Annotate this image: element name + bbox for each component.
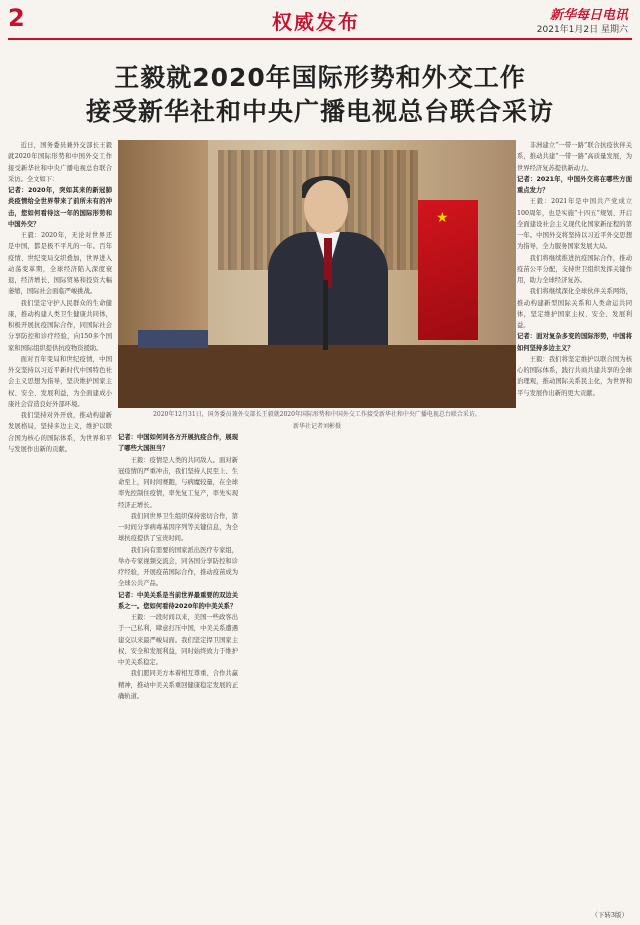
body-paragraph: 我们向有需要的国家派出医疗专家组，举办专家视频交流会，同各国分享防控和诊疗经验，开展疫苗国际合作，推动疫苗成为全球公共产品。 bbox=[118, 546, 238, 588]
body-paragraph: 王毅：2021年是中国共产党成立100周年，也是实施“十四五”规划、开启全面建设社会主义现代化国家新征程的第一年。中国外交将坚持以习近平外交思想为指导，全力服务国家发展大局。 bbox=[517, 198, 632, 251]
section-title: 权威发布 bbox=[272, 10, 360, 34]
headline-line2: 接受新华社和中央广播电视总台联合采访 bbox=[85, 97, 554, 126]
body-paragraph: 我们愿同美方本着相互尊重、合作共赢精神，推动中美关系重回健康稳定发展的正确轨道。 bbox=[118, 670, 238, 700]
body-paragraph: 我们坚定守护人民群众的生命健康，推动构建人类卫生健康共同体，积极开展抗疫国际合作，同国际社会分享防控和诊疗经验，向150多个国家和国际组织提供抗疫物资援助。 bbox=[8, 299, 112, 352]
body-paragraph: 面对百年变局和世纪疫情，中国外交坚持以习近平新时代中国特色社会主义思想为指导，坚决维护国家主权、安全、发展利益，为全面建成小康社会营造良好外部环境。 bbox=[8, 355, 112, 408]
body-paragraph: 王毅：我们将坚定维护以联合国为核心的国际体系，践行共商共建共享的全球治理观，推动国际关系民主化，为世界和平与发展作出新的更大贡献。 bbox=[517, 355, 632, 397]
body-paragraph: 我们将继续推进抗疫国际合作，推动疫苗公平分配，支持世卫组织发挥关键作用，助力全球经济复苏。 bbox=[517, 254, 632, 284]
masthead bbox=[0, 0, 640, 40]
body-paragraph: 我们坚持对外开放，推动构建新发展格局，坚持多边主义，维护以联合国为核心的国际体系，为世界和平与发展作出新的贡献。 bbox=[8, 412, 112, 453]
body-paragraph: 王毅：2020年，无论对世界还是中国，都是极不平凡的一年。百年疫情、世纪变局交织叠加，世界进入动荡变革期，全球经济陷入深度衰退，经济增长、国际贸易和投资大幅萎缩，国际社会面临严峻挑战。 bbox=[8, 232, 112, 296]
photo-credit: 新华社记者刘彬摄 bbox=[292, 423, 341, 430]
page-number: 2 bbox=[8, 4, 25, 32]
issue-date: 2021年1月2日 星期六 bbox=[536, 25, 628, 35]
headline-line1: 王毅就2020年国际形势和外交工作 bbox=[114, 63, 526, 92]
body-paragraph: 非洲建立“一带一路”联合抗疫伙伴关系，推动共建“一带一路”高质量发展，为世界经济复苏提供新动力。 bbox=[517, 142, 632, 172]
question-paragraph: 记者：2020年，突如其来的新冠肺炎疫情给全世界带来了前所未有的冲击，您如何看待这一年的国际形势和中国外交？ bbox=[8, 187, 112, 228]
article-column-2 bbox=[118, 432, 238, 915]
question-paragraph: 记者：中美关系是当前世界最重要的双边关系之一。您如何看待2020年的中美关系？ bbox=[118, 591, 238, 610]
article-column-4 bbox=[517, 140, 632, 910]
body-paragraph: 王毅：一段时间以来，美国一些政客出于一己私利，肆意打压中国，中美关系遭遇建交以来最严峻局面。我们坚定捍卫国家主权、安全和发展利益，同时始终致力于维护中美关系稳定。 bbox=[118, 614, 238, 666]
question-paragraph: 记者：中国如何同各方开展抗疫合作，展现了哪些大国担当？ bbox=[118, 434, 238, 453]
question-paragraph: 记者：面对复杂多变的国际形势，中国将如何坚持多边主义？ bbox=[517, 333, 632, 352]
body-paragraph: 王毅：疫情是人类的共同敌人。面对新冠疫情的严重冲击，我们坚持人民至上、生命至上，同时间赛跑，与病魔较量，在全球率先控制住疫情，率先复工复产，率先实现经济正增长。 bbox=[118, 456, 238, 509]
question-paragraph: 记者：2021年，中国外交将在哪些方面重点发力？ bbox=[517, 175, 632, 194]
photo-caption: 2020年12月31日，国务委员兼外交部长王毅就2020年国际形势和中国外交工作接受新华社和中央广播电视总台联合采访。 bbox=[153, 411, 481, 418]
flag-star-icon: ★ bbox=[436, 210, 449, 226]
body-paragraph: 近日，国务委员兼外交部长王毅就2020年国际形势和中国外交工作接受新华社和中央广播电视总台联合采访。全文如下： bbox=[8, 142, 112, 183]
desk bbox=[118, 345, 516, 408]
article-column-1 bbox=[8, 140, 112, 915]
microphone-icon bbox=[323, 280, 328, 350]
news-photo bbox=[118, 140, 516, 408]
continued-note: （下转3版） bbox=[591, 911, 628, 919]
interviewee-figure bbox=[268, 180, 388, 350]
body-paragraph: 我们同世界卫生组织保持密切合作，第一时间分享病毒基因序列等关键信息，为全球抗疫提供了宝贵时间。 bbox=[118, 512, 238, 543]
brand-logo: 新华每日电讯 bbox=[549, 8, 628, 23]
face bbox=[304, 180, 348, 234]
body-paragraph: 我们将继续深化全球伙伴关系网络，推动构建新型国际关系和人类命运共同体，坚定维护国家主权、安全、发展利益。 bbox=[517, 288, 632, 329]
header-rule bbox=[8, 38, 632, 40]
desk-books bbox=[138, 330, 208, 348]
